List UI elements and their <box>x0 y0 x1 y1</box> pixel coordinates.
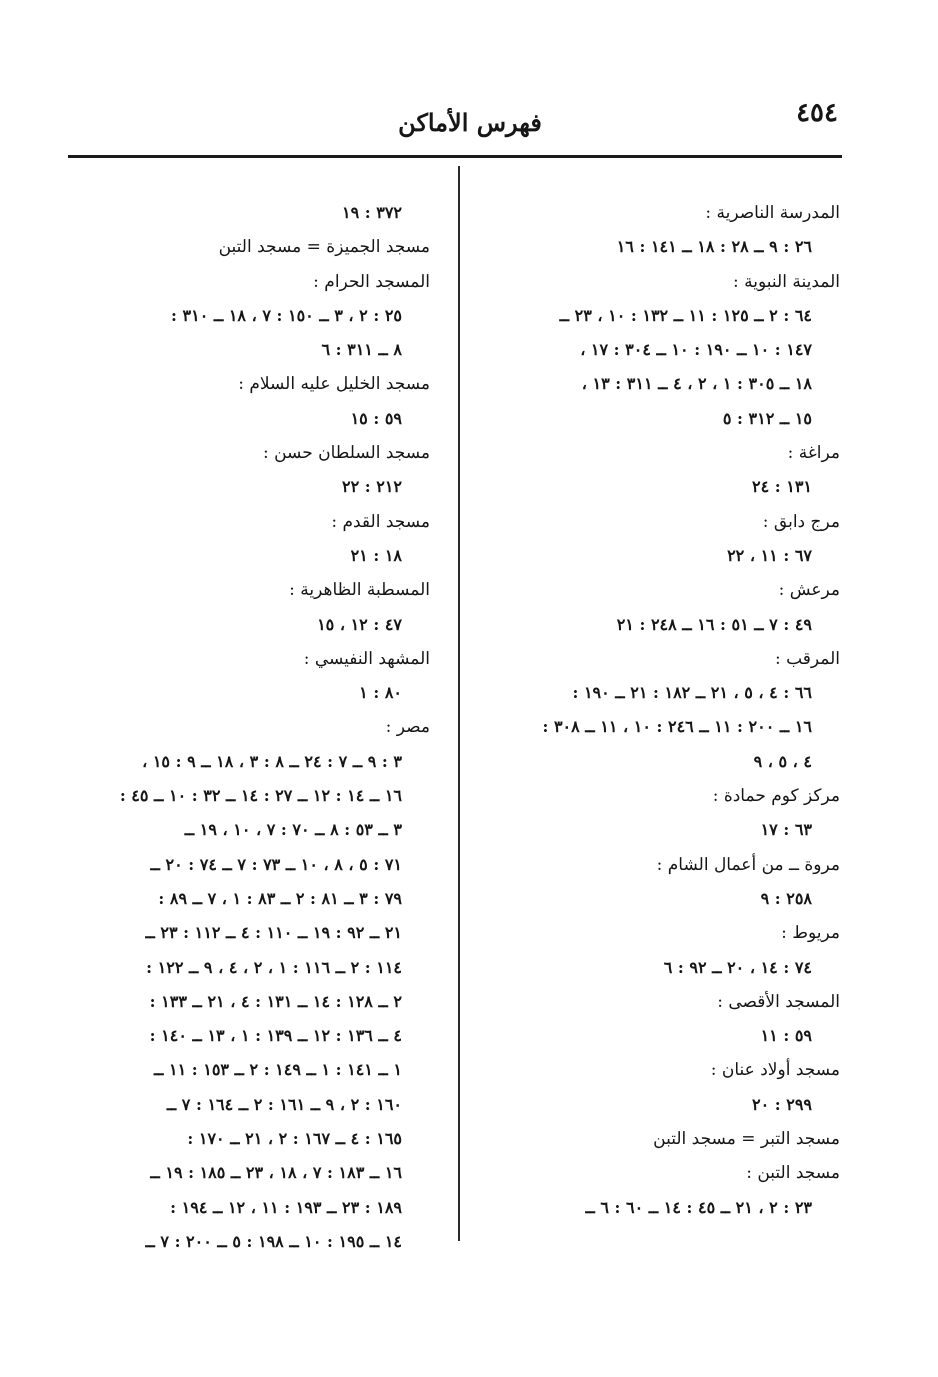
place-name: مرج دابق : <box>762 511 840 532</box>
place-name: المشهد النفيسي : <box>303 648 430 669</box>
page-references: ٦٤ : ٢ ــ ١٢٥ : ١١ ــ ١٣٢ : ١٠ ، ٢٣ ــ <box>559 305 812 325</box>
page-references: ٦٦ : ٤ ، ٥ ، ٢١ ــ ١٨٢ : ٢١ ــ ١٩٠ : <box>572 683 812 703</box>
header-rule <box>68 155 842 158</box>
place-name: المسجد الأقصى : <box>717 991 840 1012</box>
place-name: مسجد السلطان حسن : <box>262 443 430 464</box>
place-name: مراغة : <box>787 443 840 464</box>
place-name: مصر : <box>385 717 430 738</box>
page-references: ٥٩ : ١٥ <box>350 408 402 428</box>
place-name: المدرسة الناصرية : <box>705 203 840 223</box>
page-references: ٢٣ : ٢ ، ٢١ ــ ٤٥ : ١٤ ــ ٦٠ : ٦ ــ <box>585 1197 812 1217</box>
page-references: ٣ : ٩ ــ ٧ : ٢٤ ــ ٨ : ٣ ، ١٨ ــ ٩ : ١٥ ، <box>142 751 402 771</box>
page-references: ١٦ ــ ١٨٣ : ٧ ، ١٨ ، ٢٣ ــ ١٨٥ : ١٩ ــ <box>150 1163 402 1183</box>
page-references: ١٨ ــ ٣٠٥ : ١ ، ٢ ، ٤ ــ ٣١١ : ١٣ ، <box>581 374 812 394</box>
page-references: ٦٧ : ١١ ، ٢٢ <box>727 545 812 565</box>
page-references: ٢١ ــ ٩٢ : ١٩ ــ ١١٠ : ٤ ــ ١١٢ : ٢٣ ــ <box>145 923 402 943</box>
page-references: ٢٥٨ : ٩ <box>760 888 812 908</box>
left-column <box>70 196 430 1259</box>
page-references: ٤٩ : ٧ ــ ٥١ : ١٦ ــ ٢٤٨ : ٢١ <box>616 614 812 634</box>
place-name: مسجد الجميزة = مسجد التبن <box>218 237 430 258</box>
place-name: مسجد الخليل عليه السلام : <box>238 374 430 395</box>
place-name: مسجد التبر = مسجد التبن <box>653 1129 840 1150</box>
page-references: ٢٦ : ٩ ــ ٢٨ : ١٨ ــ ١٤١ : ١٦ <box>616 237 812 257</box>
page-references: ٦٣ : ١٧ <box>760 820 812 840</box>
page-references: ٢١٢ : ٢٢ <box>341 477 402 497</box>
page-references: ٨ ــ ٣١١ : ٦ <box>321 340 402 360</box>
place-name: المدينة النبوية : <box>733 271 840 292</box>
page-references: ٧٩ : ٣ ــ ٨١ : ٢ ــ ٨٣ : ١ ، ٧ ــ ٨٩ : <box>158 888 402 908</box>
page-references: ٣٧٢ : ١٩ <box>341 203 402 222</box>
page-references: ٤٧ : ١٢ ، ١٥ <box>317 614 402 634</box>
page-references: ٤ ، ٥ ، ٩ <box>753 751 812 771</box>
page-references: ١٤ ــ ١٩٥ : ١٠ ــ ١٩٨ : ٥ ــ ٢٠٠ : ٧ ــ <box>145 1231 402 1251</box>
page-references: ١٥ ــ ٣١٢ : ٥ <box>722 408 812 428</box>
place-name: مسجد القدم : <box>331 511 430 532</box>
place-name: المرقب : <box>774 648 840 669</box>
place-name: المسجد الحرام : <box>313 271 430 292</box>
page-number: ٤٥٤ <box>796 98 838 128</box>
page-references: ١٦٠ : ٢ ، ٩ ــ ١٦١ : ٢ ــ ١٦٤ : ٧ ــ <box>166 1094 402 1114</box>
page-references: ١١٤ : ٢ ــ ١١٦ : ١ ، ٢ ، ٤ ، ٩ ــ ١٢٢ : <box>146 957 402 977</box>
page-references: ١٤٧ : ١٠ ــ ١٩٠ : ١٠ ــ ٣٠٤ : ١٧ ، <box>580 340 812 360</box>
page-references: ١ ــ ١٤١ : ١ ــ ١٤٩ : ٢ ــ ١٥٣ : ١١ ــ <box>154 1060 402 1080</box>
page-references: ١٦ ــ ١٤ : ١٢ ــ ٢٧ : ١٤ ــ ٣٢ : ١٠ ــ ٤٥ : <box>119 786 402 806</box>
page-references: ٥٩ : ١١ <box>760 1026 812 1046</box>
place-name: مرعش : <box>778 580 840 601</box>
page-references: ٧١ : ٥ ، ٨ ، ١٠ ــ ٧٣ : ٧ ــ ٧٤ : ٢٠ ــ <box>150 854 402 874</box>
page-title: فهرس الأماكن <box>398 108 542 137</box>
right-column <box>480 196 840 1225</box>
page-references: ١٦٥ : ٤ ــ ١٦٧ : ٢ ، ٢١ ــ ١٧٠ : <box>187 1129 402 1149</box>
place-name: مروة ــ من أعمال الشام : <box>656 854 840 875</box>
column-divider <box>458 166 460 1241</box>
page-references: ٢٩٩ : ٢٠ <box>751 1094 812 1114</box>
place-name: مسجد التبن : <box>746 1163 840 1184</box>
page-references: ٧٤ : ١٤ ، ٢٠ ــ ٩٢ : ٦ <box>663 957 812 977</box>
place-name: المسطبة الظاهرية : <box>289 580 430 601</box>
page-references: ١٦ ــ ٢٠٠ : ١١ ــ ٢٤٦ : ١٠ ، ١١ ــ ٣٠٨ : <box>542 717 812 737</box>
place-name: مسجد أولاد عنان : <box>710 1060 840 1081</box>
page-references: ١٨ : ٢١ <box>350 545 402 565</box>
page-references: ٢ ــ ١٢٨ : ١٤ ــ ١٣١ : ٤ ، ٢١ ــ ١٣٣ : <box>149 991 402 1011</box>
place-name: مركز كوم حمادة : <box>712 786 840 807</box>
page-references: ١٣١ : ٢٤ <box>751 477 812 497</box>
page-references: ٨٠ : ١ <box>359 683 402 703</box>
page-references: ٢٥ : ٢ ، ٣ ــ ١٥٠ : ٧ ، ١٨ ــ ٣١٠ : <box>171 305 402 325</box>
place-name: مريوط : <box>781 923 840 944</box>
page-references: ٤ ــ ١٣٦ : ١٢ ــ ١٣٩ : ١ ، ١٣ ــ ١٤٠ : <box>149 1026 402 1046</box>
page-references: ٣ ــ ٥٣ : ٨ ــ ٧٠ : ٧ ، ١٠ ، ١٩ ــ <box>184 820 402 840</box>
page-references: ١٨٩ : ٢٣ ــ ١٩٣ : ١١ ، ١٢ ــ ١٩٤ : <box>170 1197 402 1217</box>
